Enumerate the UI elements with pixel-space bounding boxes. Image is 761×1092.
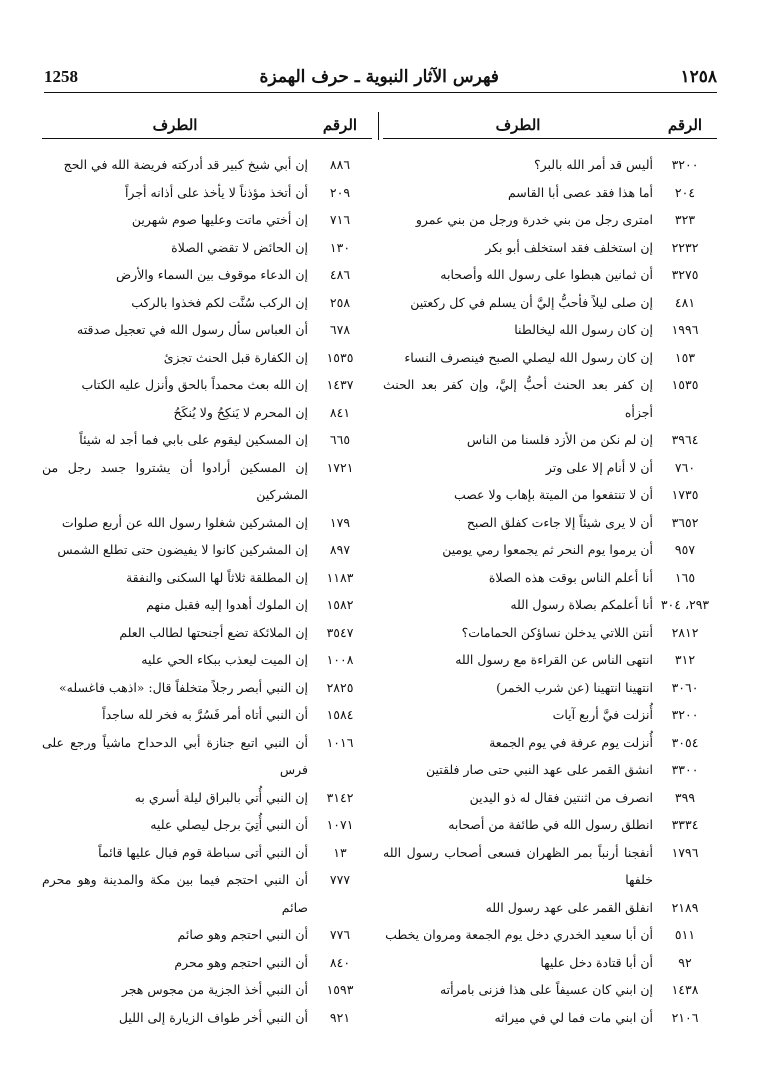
entry-number: ١٥٣٥: [671, 377, 699, 392]
entry-number: ١٥٣: [674, 349, 696, 365]
index-entry: [42, 344, 372, 372]
entry-number: ١٤٣٨: [671, 982, 699, 997]
entry-text: إن استخلف فقد استخلف أبو بكر: [485, 239, 653, 255]
entry-number: ١١٨٣: [326, 569, 354, 585]
entry-number: ٦٧٨: [329, 322, 351, 337]
entry-number: ٢٥٨: [329, 294, 351, 310]
entry-number: ٣٢٠٠: [671, 157, 699, 172]
index-entry: [42, 976, 372, 1004]
entry-text: أليس قد أمر الله بالبر؟: [533, 157, 653, 172]
entry-text: إن لم نكن من الأزد فلسنا من الناس: [466, 432, 653, 447]
entry-number: ٢٨٢٥: [326, 679, 354, 695]
right-column-header: [383, 112, 717, 138]
entry-text: إن الكفارة قبل الحنث تجزئ: [163, 349, 308, 365]
entry-number: ١٧٢١: [326, 459, 354, 475]
page-number-arabic: ١٢٥٨: [680, 67, 717, 87]
entry-number: ٢٠٩: [329, 184, 351, 200]
index-entry: [42, 289, 372, 317]
index-entry: [383, 206, 717, 234]
right-column: [383, 138, 717, 1031]
index-entry: [42, 316, 372, 344]
entry-text: إن المشركين كانوا لا يفيضون حتى تطلع الشمس: [57, 542, 308, 557]
entry-text: أن النبي احتجم وهو محرم: [174, 954, 308, 970]
entry-number: ٣٣٠٠: [671, 762, 699, 777]
entry-number: ١٠١٦: [326, 734, 354, 750]
entry-text: إن المسكين أرادوا أن يشتروا جسد رجل من المشركين: [42, 459, 308, 502]
index-entry: [383, 179, 717, 207]
entry-number: ١٥٨٢: [326, 597, 354, 612]
entry-text: إن كان رسول الله ليصلي الصبح فينصرف النساء: [404, 349, 653, 365]
entry-number: ٣٠٦٠: [671, 679, 699, 695]
entry-number: ٢٢٣٢: [671, 239, 699, 255]
entry-text: إن ابني كان عسيفاً على هذا فزنى بامرأته: [439, 982, 653, 997]
index-entry: [383, 261, 717, 289]
entry-number: ٨٨٦: [329, 157, 351, 172]
entry-number: ١٧٩٦: [671, 844, 699, 860]
entry-text: أُنزلت يوم عرفة في يوم الجمعة: [489, 734, 653, 750]
entry-number: ٦٦٥: [329, 432, 351, 447]
entry-text: أن النبي احتجم وهو صائم: [177, 927, 308, 942]
entry-number: ٣٢٧٥: [671, 267, 699, 282]
index-entry: [383, 839, 717, 894]
index-entry: [42, 509, 372, 537]
entry-number: ١٥٩٣: [326, 982, 354, 997]
entry-text: إن النبي أُتي بالبراق ليلة أسري به: [134, 789, 308, 805]
entry-text: أن النبي أخذ الجزية من مجوس هجر: [121, 982, 308, 997]
entry-text: إن المشركين شغلوا رسول الله عن أربع صلوات: [61, 514, 308, 530]
page-title: فهرس الآثار النبوية ـ حرف الهمزة: [259, 67, 499, 87]
entry-text: إن المسكين ليقوم على بابي فما أجد له شيئاً: [79, 432, 308, 447]
index-entry: [383, 151, 717, 179]
index-entry: [383, 316, 717, 344]
entry-number: ٢٠٤: [674, 184, 696, 200]
entry-number: ١٥٨٤: [326, 707, 354, 722]
entry-text: أن ثمانين هبطوا على رسول الله وأصحابه: [440, 267, 653, 282]
entry-text: أن النبي أتاه أمر فَسُرَّ به فخر لله ساجداً: [102, 707, 308, 722]
index-entry: [42, 454, 372, 509]
index-entry: [383, 344, 717, 372]
entry-number: ٢٩٣، ٣٠٤: [660, 597, 710, 612]
entry-number: ١٧٣٥: [671, 487, 699, 502]
index-entry: [383, 289, 717, 317]
entry-number: ٤٨١: [674, 294, 696, 310]
index-entry: [42, 729, 372, 784]
entry-number: ٨٤١: [329, 404, 351, 420]
entry-number: ١٠٧١: [326, 817, 354, 832]
entry-text: إن المحرم لا يَنكِحُ ولا يُنكَحُ: [173, 404, 308, 420]
entry-text: إن كفر بعد الحنث أحبُّ إليَّ، وإن كفر بعد الحنث أجزأه: [383, 377, 653, 420]
entry-number: ٩٢: [678, 954, 692, 970]
index-entry: [42, 674, 372, 702]
entry-number: ٨٩٧: [329, 542, 351, 557]
column-divider: [378, 112, 379, 140]
entry-number: ٩٢١: [329, 1009, 351, 1025]
entry-number: ٥١١: [674, 927, 696, 942]
index-entry: [42, 179, 372, 207]
entry-text: إن الدعاء موقوف بين السماء والأرض: [116, 267, 308, 282]
index-entry: [42, 921, 372, 949]
index-entry: [383, 536, 717, 564]
entry-text: أن العباس سأل رسول الله في تعجيل صدقته: [77, 322, 308, 337]
index-entry: [42, 206, 372, 234]
entry-text: أن أتخذ مؤذناً لا يأخذ على أذانه أجراً: [124, 184, 308, 200]
entry-text: إن الميت ليعذب ببكاء الحي عليه: [141, 652, 308, 667]
left-column: [42, 138, 372, 1031]
index-entry: [383, 921, 717, 949]
index-entry: [383, 619, 717, 647]
entry-text: إن الملوك أهدوا إليه فقبل منهم: [146, 597, 308, 612]
entry-text: أن أبا سعيد الخدري دخل يوم الجمعة ومروان يخطب: [385, 927, 653, 942]
index-entry: [42, 866, 372, 921]
index-entry: [42, 371, 372, 399]
index-entry: [42, 619, 372, 647]
entry-number: ٢١٠٦: [671, 1009, 699, 1025]
index-entry: [383, 1004, 717, 1032]
index-entry: [383, 426, 717, 454]
entry-number: ٣٢٠٠: [671, 707, 699, 722]
entry-text: أن النبي اتبع جنازة أبي الدحداح ماشياً ورجع على فرس: [42, 734, 308, 777]
entry-text: إن الله بعث محمداً بالحق وأنزل عليه الكتاب: [81, 377, 308, 392]
index-entry: [383, 591, 717, 619]
entry-number: ٧١٦: [329, 212, 351, 227]
index-entry: [42, 426, 372, 454]
entry-number: ٣٩٦٤: [671, 432, 699, 447]
entry-text: إن النبي أبصر رجلاً متخلفاً قال: «اذهب فاغسله»: [58, 679, 308, 695]
page-header: [44, 62, 717, 93]
index-entry: [42, 784, 372, 812]
index-entry: [383, 371, 717, 426]
entry-text: أن لا تنتفعوا من الميتة بإهاب ولا عصب: [453, 487, 653, 502]
entry-text: امترى رجل من بني خدرة ورجل من بني عمرو: [415, 212, 653, 227]
entry-text: أنا أعلم الناس بوقت هذه الصلاة: [488, 569, 653, 585]
entry-number: ٣١٤٢: [326, 789, 354, 805]
text-header: الطرف: [495, 116, 541, 134]
entry-number: ١٣٠: [329, 239, 351, 255]
entry-text: أن لا يرى شيئاً إلا جاءت كفلق الصبح: [466, 514, 653, 530]
entry-number: ٩٥٧: [674, 542, 696, 557]
entry-text: أنتن اللاتي يدخلن نساؤكن الحمامات؟: [461, 624, 653, 640]
entry-text: أن لا أنام إلا على وتر: [545, 459, 653, 475]
entry-number: ١٩٩٦: [671, 322, 699, 337]
entry-number: ٤٨٦: [329, 267, 351, 282]
entry-number: ٣٠٥٤: [671, 734, 699, 750]
index-entry: [42, 646, 372, 674]
index-entry: [383, 701, 717, 729]
entry-text: أن يرموا يوم النحر ثم يجمعوا رمي يومين: [442, 542, 653, 557]
entry-text: أنفجنا أرنباً بمر الظهران فسعى أصحاب رسول الله خلفها: [383, 844, 653, 887]
entry-text: أن النبي أُتِيَ برجل ليصلي عليه: [150, 817, 308, 832]
entry-text: أن النبي أتى سباطة قوم فبال عليها قائماً: [98, 844, 308, 860]
text-header: الطرف: [152, 116, 198, 134]
index-entry: [383, 756, 717, 784]
entry-text: إن الركب سُنَّت لكم فخذوا بالركب: [131, 294, 308, 310]
entry-number: ١٦٥: [674, 569, 696, 585]
entry-text: أما هذا فقد عصى أبا القاسم: [507, 184, 653, 200]
entry-number: ٧٦٠: [674, 459, 696, 475]
index-entry: [42, 151, 372, 179]
index-entry: [383, 894, 717, 922]
entry-number: ٣٩٩: [674, 789, 696, 805]
num-header: الرقم: [322, 116, 358, 134]
index-entry: [42, 261, 372, 289]
index-entry: [383, 811, 717, 839]
entry-number: ١٣: [333, 844, 347, 860]
entry-text: أن أبا قتادة دخل عليها: [540, 954, 653, 970]
index-entry: [383, 674, 717, 702]
index-entry: [383, 564, 717, 592]
num-header: الرقم: [667, 116, 703, 134]
entry-number: ٣٦٥٢: [671, 514, 699, 530]
entry-number: ٧٧٦: [329, 927, 351, 942]
entry-text: انصرف من اثنتين فقال له ذو اليدين: [469, 789, 653, 805]
index-entry: [42, 564, 372, 592]
entry-text: انفلق القمر على عهد رسول الله: [485, 899, 653, 915]
entry-text: أُنزلت فيَّ أربع آيات: [552, 707, 653, 722]
entry-number: ٣٥٤٧: [326, 624, 354, 640]
page-number-latin: 1258: [44, 67, 78, 86]
entry-text: انتهى الناس عن القراءة مع رسول الله: [455, 652, 653, 667]
entry-text: إن الملائكة تضع أجنحتها لطالب العلم: [119, 624, 308, 640]
index-entry: [383, 234, 717, 262]
index-entry: [383, 784, 717, 812]
entry-number: ٣٢٣: [674, 212, 696, 227]
left-column-header: [42, 112, 372, 138]
index-entry: [42, 839, 372, 867]
index-entry: [383, 454, 717, 482]
entry-number: ١٤٣٧: [326, 377, 354, 392]
index-entry: [42, 701, 372, 729]
index-entry: [383, 509, 717, 537]
entry-text: أن النبي احتجم فيما بين مكة والمدينة وهو محرم صائم: [42, 872, 308, 915]
index-entry: [42, 1004, 372, 1032]
entry-text: انطلق رسول الله في طائفة من أصحابه: [448, 817, 653, 832]
entry-number: ٧٧٧: [329, 872, 351, 887]
entry-text: أن النبي أخر طواف الزيارة إلى الليل: [118, 1009, 308, 1025]
index-entry: [383, 976, 717, 1004]
index-entry: [42, 536, 372, 564]
index-entry: [383, 646, 717, 674]
index-entry: [42, 949, 372, 977]
entry-text: إن صلى ليلاً فأحبُّ إليَّ أن يسلم في كل ركعتين: [410, 294, 653, 310]
entry-number: ٣١٢: [674, 652, 696, 667]
entry-number: ٢٨١٢: [671, 624, 699, 640]
entry-text: أن ابني مات فما لي في ميراثه: [494, 1009, 653, 1025]
index-entry: [42, 234, 372, 262]
index-entry: [383, 481, 717, 509]
entry-number: ٨٤٠: [329, 954, 351, 970]
entry-text: أنا أعلمكم بصلاة رسول الله: [510, 597, 653, 612]
entry-number: ٣٣٣٤: [671, 817, 699, 832]
index-entry: [383, 949, 717, 977]
entry-number: ١٥٣٥: [326, 349, 354, 365]
entry-text: إن أبي شيخ كبير قد أدركته فريضة الله في الحج: [63, 157, 308, 172]
entry-number: ٢١٨٩: [671, 899, 699, 915]
entry-text: إن المطلقة ثلاثاً لها السكنى والنفقة: [125, 569, 308, 585]
index-entry: [42, 811, 372, 839]
index-entry: [42, 591, 372, 619]
index-entry: [42, 399, 372, 427]
entry-text: إن كان رسول الله ليخالطنا: [514, 322, 653, 337]
entry-number: ١٧٩: [329, 514, 351, 530]
entry-text: إن أختي ماتت وعليها صوم شهرين: [131, 212, 308, 227]
entry-text: إن الحائض لا تقضي الصلاة: [171, 239, 308, 255]
entry-number: ١٠٠٨: [326, 652, 354, 667]
entry-text: انشق القمر على عهد النبي حتى صار فلقتين: [426, 762, 653, 777]
index-entry: [383, 729, 717, 757]
entry-text: انتهينا انتهينا (عن شرب الخمر): [496, 679, 653, 695]
